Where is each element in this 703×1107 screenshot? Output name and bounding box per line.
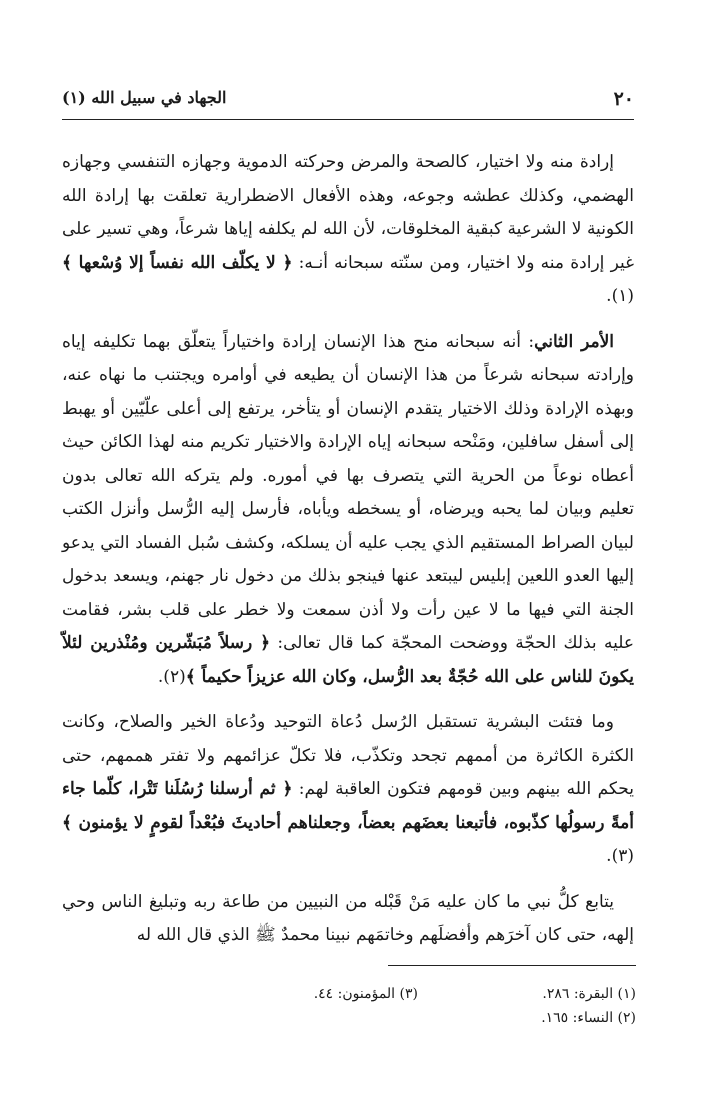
footnote-3: (٣) المؤمنون: ٤٤. bbox=[313, 986, 418, 1002]
footnote-row bbox=[200, 982, 636, 1006]
paragraph-text: إرادة منه ولا اختيار، كالصحة والمرض وحركته الدموية وجهازه التنفسي وجهازه الهضمي، وكذلك عطشه وجوعه، وهذه الأفعال الاضطرارية تعلقت بها إرادة الله الكونية لا الشرعية كبقية المخلوقات، لأن الله لم يكلفه إياها شرعاً، وهي تسير على غير إرادة منه ولا اختيار، ومن سنّته سبحانه أنـه: bbox=[62, 152, 634, 273]
footnote-2: (٢) النساء: ١٦٥. bbox=[541, 1010, 636, 1026]
paragraph-1 bbox=[62, 146, 634, 314]
page-number: ٢٠ bbox=[613, 88, 634, 110]
footnote-rule bbox=[388, 965, 636, 966]
paragraph-4 bbox=[62, 886, 634, 953]
footnote-ref: (١). bbox=[606, 286, 634, 306]
footnotes bbox=[200, 982, 636, 1030]
paragraph-text: وما فتئت البشرية تستقبل الرُسل دُعاة التوحيد ودُعاة الخير والصلاح، وكانت الكثرة الكاثرة من أممهم تجحد وتكذّب، فلا تكلّ عزائمهم ولا تفتر هممهم، حتى يحكم الله بينهم وبين قومهم فتكون العاقبة لهم: bbox=[62, 712, 634, 799]
paragraph-2 bbox=[62, 326, 634, 695]
paragraph-text: يتابع كلُّ نبي ما كان عليه مَنْ قَبْله من النبيين من طاعة ربه وتبليغ الناس وحي إلهه، حتى كان آخرَهم وأفضلَهم وخاتمَهم نبينا محمدٌ ﷺ الذي قال الله له bbox=[62, 891, 634, 945]
footnote-ref: (٣). bbox=[606, 846, 634, 866]
quran-verse: ﴿ ثم أرسلنا رُسُلَنا تَتْرا، كلّما جاء أمةً رسولُها كذّبوه، فأتبعنا بعضَهم بعضاً، وجعلناهم أحاديثَ فبُعْداً لقومٍ لا يؤمنون ﴾ bbox=[62, 779, 634, 833]
quran-verse: ﴿ لا يكلّف الله نفساً إلا وُسْعها ﴾ bbox=[62, 252, 293, 273]
quran-verse: ﴿ رسلاً مُبَشّرين ومُنْذرين لئلاّ يكونَ للناس على الله حُجّةٌ بعد الرُّسل، وكان الله عزيزاً حكيماً ﴾ bbox=[62, 633, 634, 687]
page-header bbox=[62, 86, 634, 116]
paragraph-3 bbox=[62, 706, 634, 874]
running-title: الجهاد في سبيل الله (١) bbox=[62, 88, 227, 107]
body-text bbox=[62, 146, 634, 953]
footnote-1: (١) البقرة: ٢٨٦. bbox=[542, 986, 636, 1002]
section-term: الأمر الثاني bbox=[534, 331, 614, 352]
footnote-row bbox=[200, 1006, 636, 1030]
paragraph-text: : أنه سبحانه منح هذا الإنسان إرادة واختياراً يتعلّق بهما تكليفه إياه وإرادته سبحانه شرعاً من هذا الإنسان أن يطيعه في أوامره ويجتنب ما نهاه عنه، وبهذه الإرادة وذلك الاختيار يتقدم الإنسان أو يتأخر، يرتفع إلى أعلى علّيّين أو يهبط إلى أسفل سافلين، ومَنْحه سبحانه إياه الإرادة والاختيار تكريم منه لهذا الكائن حيث أعطاه نوعاً من الحرية التي يتصرف بها في أموره. ولم يتركه الله تعالى بدون تعليم وبيان لما يحبه ويرضاه، أو يسخطه ويأباه، فأرسل إليه الرُّسل وأنزل الكتب لبيان الصراط المستقيم الذي يجب عليه أن يسلكه، وكشف سُبل الفساد التي يدعو إليها العدو اللعين إبليس ليبتعد عنها فينجو بذلك من دخول نار جهنم، ويسعد بدخول الجنة التي فيها ما لا عين رأت ولا أذن سمعت ولا خطر على قلب بشر، فقامت عليه بذلك الحجّة ووضحت المحجّة كما قال تعالى: bbox=[62, 331, 634, 653]
footnote-ref: (٢). bbox=[157, 666, 186, 687]
header-rule bbox=[62, 119, 634, 120]
